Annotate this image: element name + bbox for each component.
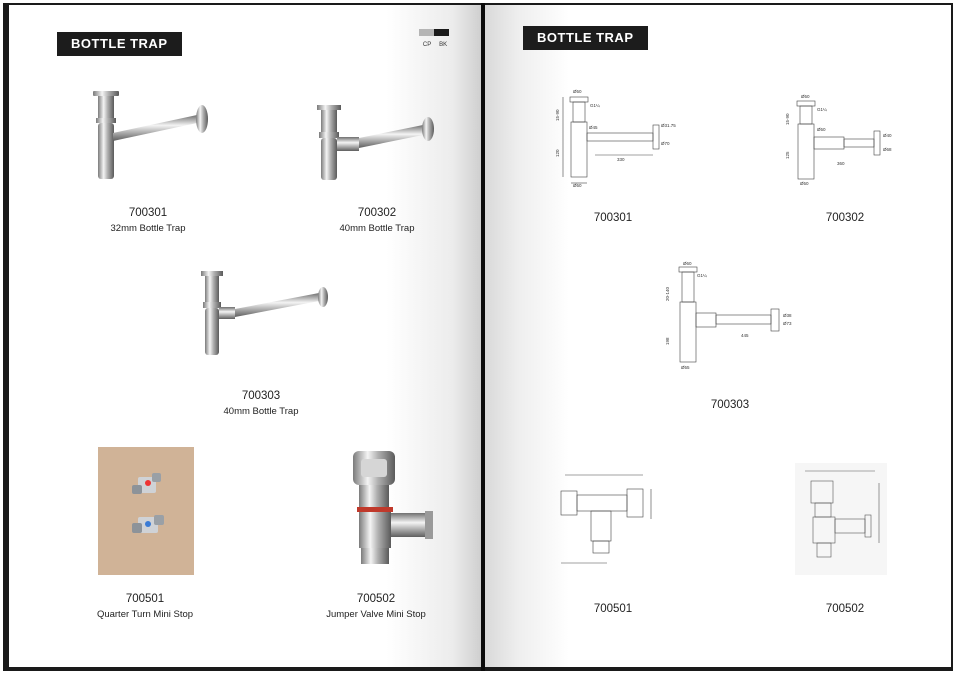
dim-label: 15-90 [785,113,790,125]
dim-label: 198 [665,337,670,345]
bottle-trap-700301-image [89,87,214,183]
swatch-label-bk: BK [439,42,448,48]
product-name: Jumper Valve Mini Stop [326,609,426,620]
product-code: 700301 [128,207,168,219]
drawing-code-700302: 700302 [825,212,865,224]
dim-label: G1¼ [590,103,600,108]
left-section-title: BOTTLE TRAP [57,32,182,56]
dim-label: Ø50 [800,181,809,186]
dim-label: 20-140 [665,286,670,301]
drawing-code-700301: 700301 [593,212,633,224]
dim-label: Ø60 [683,261,692,266]
dim-label: Ø50 [573,89,582,94]
bottle-trap-700303-image [195,269,335,359]
dim-label: G1¼ [697,273,707,278]
dim-label: Ø45 [589,125,598,130]
drawing-code-700303: 700303 [710,399,750,411]
drawing-700302 [785,93,915,188]
mini-stop-700501-photo [98,447,194,575]
catalog-spread [3,3,953,671]
product-700502 [301,593,451,620]
product-name: Quarter Turn Mini Stop [96,609,194,620]
swatch-label-cp: CP [422,42,432,48]
dim-label: Ø40 [883,133,892,138]
drawing-700301 [555,87,685,187]
drawing-code-700501: 700501 [593,603,633,615]
right-page [485,5,951,667]
product-700303 [191,390,331,417]
right-section-title: BOTTLE TRAP [523,26,648,50]
dim-label: Ø50 [817,127,826,132]
drawing-700502 [795,463,887,575]
dim-label: 120 [555,149,560,157]
dim-label: Ø73 [783,321,792,326]
dim-label: 445 [741,333,749,338]
product-700501 [70,593,220,620]
product-700301 [78,207,218,234]
bottle-trap-700302-image [313,103,438,183]
swatch-bk [434,29,449,36]
dim-label: 15-90 [555,109,560,121]
product-name: 40mm Bottle Trap [223,406,299,417]
mini-stop-700502-image [339,449,447,567]
product-code: 700303 [241,390,281,402]
dim-label: G1¼ [817,107,827,112]
product-code: 700502 [356,593,396,605]
dim-label: Ø38 [783,313,792,318]
drawing-700501 [551,469,661,569]
dim-label: 360 [837,161,845,166]
drawing-code-700502: 700502 [825,603,865,615]
dim-label: Ø31.75 [661,123,676,128]
swatch-cp [419,29,434,36]
left-page [9,5,481,667]
product-name: 40mm Bottle Trap [339,223,415,234]
dim-label: Ø50 [801,94,810,99]
dim-label: Ø55 [681,365,690,370]
dim-label: Ø50 [573,183,582,187]
product-700302 [307,207,447,234]
dim-label: Ø68 [883,147,892,152]
dim-label: 125 [785,151,790,159]
dim-label: Ø70 [661,141,670,146]
drawing-700303 [665,261,805,373]
product-code: 700302 [357,207,397,219]
color-swatches [419,23,451,48]
product-name: 32mm Bottle Trap [110,223,186,234]
dim-label: 330 [617,157,625,162]
product-code: 700501 [125,593,165,605]
